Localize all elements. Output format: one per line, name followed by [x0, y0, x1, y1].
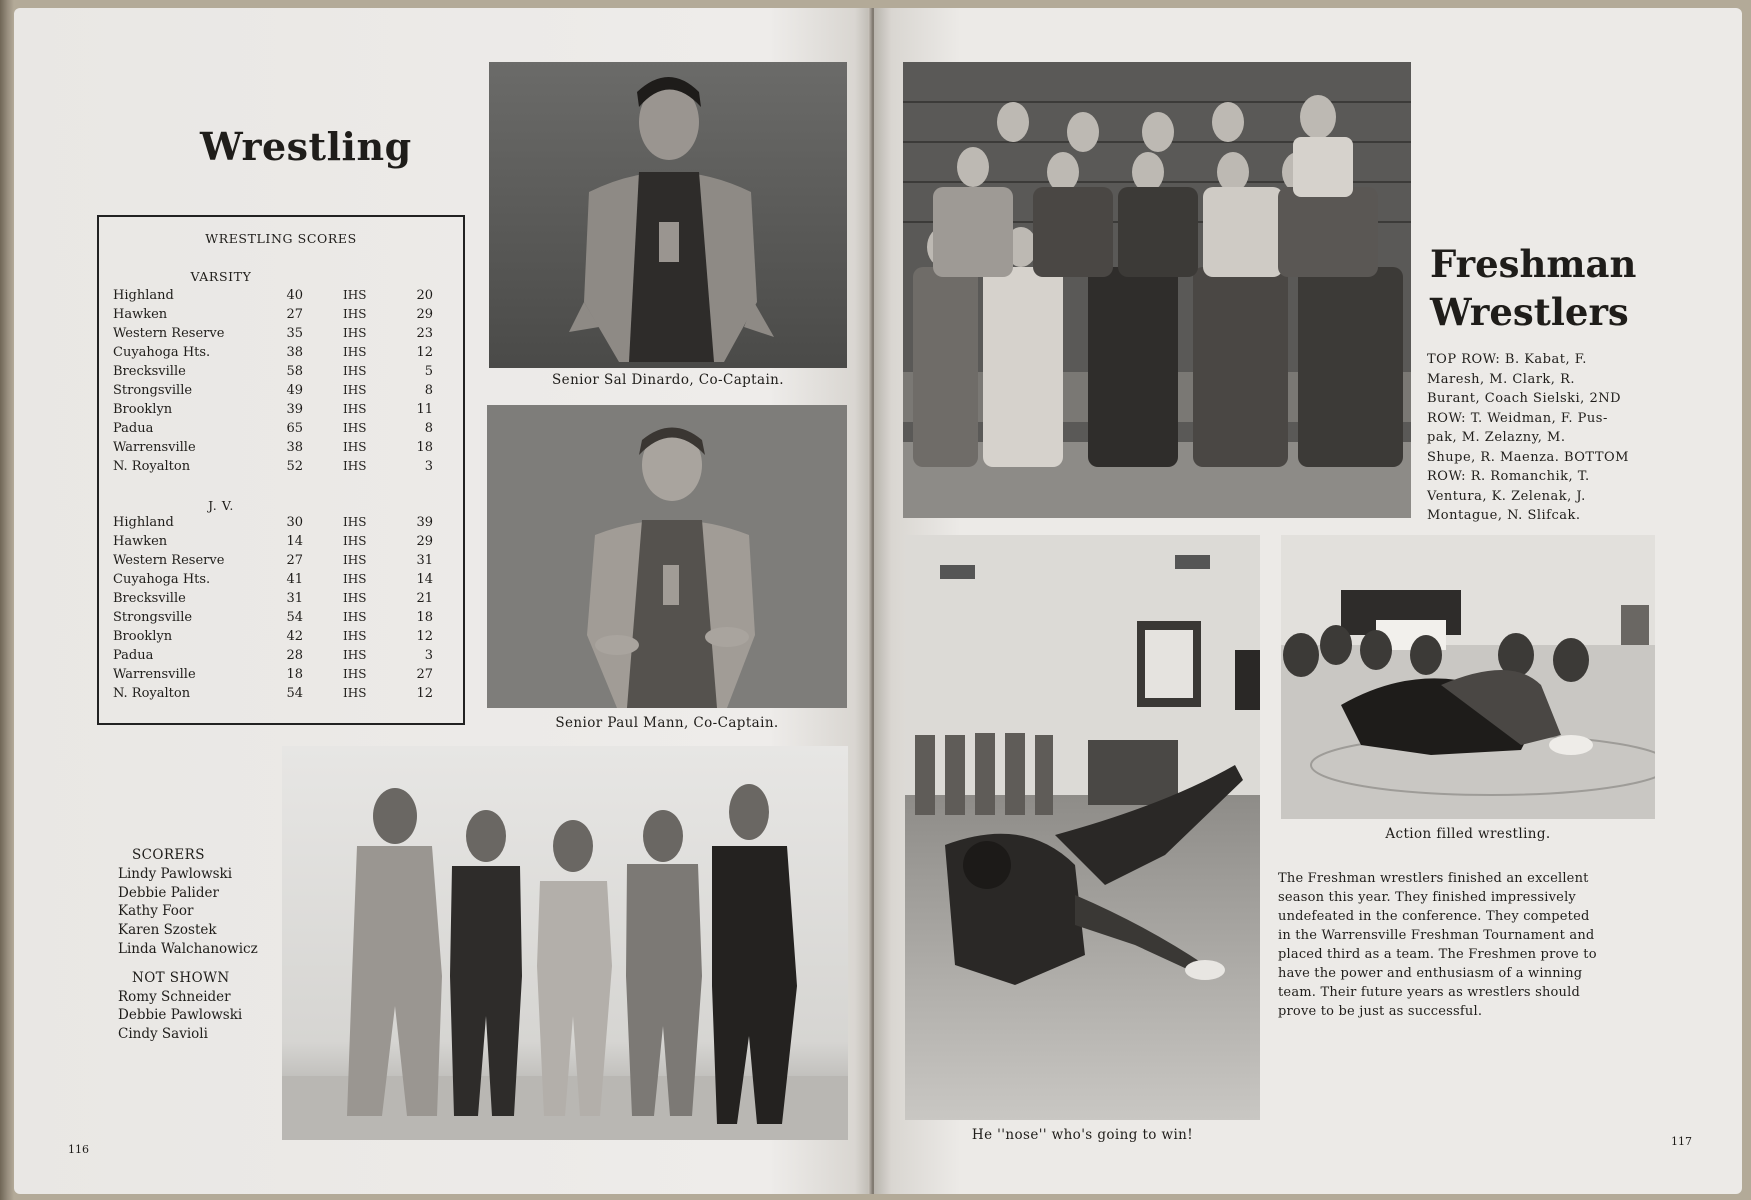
opponent-score: 18 [286, 667, 303, 682]
scorer-name: Lindy Pawlowski [118, 865, 233, 882]
names-line: TOP ROW: B. Kabat, F. [1427, 352, 1587, 367]
ihs-label: IHS [343, 307, 367, 321]
ihs-score: 31 [416, 553, 433, 568]
ihs-score: 21 [416, 591, 433, 606]
not-shown-name: Debbie Pawlowski [118, 1007, 243, 1024]
paragraph-line: have the power and enthusiasm of a winning [1278, 966, 1583, 981]
names-line: Maresh, M. Clark, R. [1427, 371, 1575, 387]
ihs-label: IHS [343, 345, 367, 359]
page-title-wrestling: Wrestling [200, 124, 412, 169]
team-name: Western Reserve [113, 326, 225, 341]
score-row [113, 345, 453, 364]
ihs-label: IHS [343, 534, 367, 548]
team-name: Western Reserve [113, 553, 225, 568]
opponent-score: 31 [286, 591, 303, 606]
opponent-score: 35 [286, 326, 303, 341]
ihs-score: 5 [424, 364, 433, 379]
opponent-score: 42 [286, 629, 303, 644]
score-row [113, 553, 453, 572]
page-title-freshman-wrestlers [1430, 240, 1636, 336]
ihs-score: 12 [416, 629, 433, 644]
team-name: Hawken [113, 534, 168, 549]
opponent-score: 27 [286, 307, 303, 322]
opponent-score: 65 [286, 421, 303, 436]
score-row [113, 534, 453, 553]
team-name: Brooklyn [113, 402, 173, 417]
ihs-score: 29 [416, 534, 433, 549]
names-line: pak, M. Zelazny, M. [1427, 430, 1566, 445]
score-row [113, 591, 453, 610]
score-row [113, 572, 453, 591]
paragraph-line: season this year. They finished impressively [1278, 890, 1576, 905]
photo-action-wrestling [1281, 535, 1655, 819]
scorer-name: Linda Walchanowicz [118, 940, 258, 957]
team-name: Brecksville [113, 364, 186, 379]
ihs-score: 20 [416, 288, 433, 303]
ihs-label: IHS [343, 629, 367, 643]
opponent-score: 28 [286, 648, 303, 663]
ihs-score: 39 [416, 515, 433, 530]
scorers-heading: SCORERS [132, 847, 205, 863]
photo-paul-mann [487, 405, 847, 708]
ihs-score: 3 [424, 648, 433, 663]
wrestling-scores-table [97, 215, 465, 725]
ihs-score: 12 [416, 686, 433, 701]
scorer-name: Kathy Foor [118, 903, 194, 920]
page-number-left: 116 [68, 1143, 89, 1156]
ihs-label: IHS [343, 553, 367, 567]
page-number-right: 117 [1671, 1135, 1692, 1148]
paragraph-line: in the Warrensville Freshman Tournament and [1278, 928, 1595, 943]
ihs-score: 3 [424, 459, 433, 474]
names-line: Montague, N. Slifcak. [1427, 508, 1581, 523]
score-row [113, 421, 453, 440]
score-row [113, 686, 453, 705]
names-line: Burant, Coach Sielski, 2ND [1427, 391, 1622, 406]
ihs-label: IHS [343, 515, 367, 529]
ihs-label: IHS [343, 459, 367, 473]
team-name: Highland [113, 288, 174, 303]
ihs-label: IHS [343, 591, 367, 605]
ihs-label: IHS [343, 383, 367, 397]
score-row [113, 288, 453, 307]
ihs-score: 23 [416, 326, 433, 341]
opponent-score: 52 [286, 459, 303, 474]
paragraph-line: undefeated in the conference. They competed [1278, 909, 1590, 924]
paragraph-line: team. Their future years as wrestlers should [1278, 985, 1581, 1000]
ihs-score: 8 [424, 383, 433, 398]
ihs-score: 11 [416, 402, 433, 417]
team-name: Brecksville [113, 591, 186, 606]
team-name: Cuyahoga Hts. [113, 572, 211, 587]
freshman-paragraph [1278, 869, 1628, 1021]
ihs-score: 14 [416, 572, 433, 587]
opponent-score: 38 [286, 440, 303, 455]
caption-nose: He ''nose'' who's going to win! [971, 1127, 1194, 1143]
ihs-label: IHS [343, 610, 367, 624]
ihs-label: IHS [343, 440, 367, 454]
score-row [113, 383, 453, 402]
scores-heading: WRESTLING SCORES [205, 231, 357, 246]
score-row [113, 648, 453, 667]
ihs-label: IHS [343, 421, 367, 435]
opponent-score: 54 [286, 686, 303, 701]
score-row [113, 440, 453, 459]
paragraph-line: placed third as a team. The Freshmen prove to [1278, 947, 1597, 962]
opponent-score: 41 [286, 572, 303, 587]
team-name: Brooklyn [113, 629, 173, 644]
team-name: N. Royalton [113, 686, 191, 701]
ihs-score: 12 [416, 345, 433, 360]
scorer-name: Karen Szostek [118, 922, 217, 939]
title-line-1: Freshman [1430, 242, 1637, 286]
photo-freshman-team [903, 62, 1411, 518]
team-name: Highland [113, 515, 174, 530]
score-row [113, 459, 453, 478]
jv-heading: J. V. [208, 498, 234, 513]
score-row [113, 402, 453, 421]
opponent-score: 58 [286, 364, 303, 379]
paragraph-line: prove to be just as successful. [1278, 1004, 1483, 1019]
not-shown-heading: NOT SHOWN [132, 969, 230, 986]
caption-mann: Senior Paul Mann, Co-Captain. [555, 715, 779, 731]
paragraph-line: The Freshman wrestlers finished an excellent [1278, 871, 1589, 886]
photo-nose-match [905, 535, 1260, 1120]
opponent-score: 27 [286, 553, 303, 568]
score-row [113, 515, 453, 534]
opponent-score: 54 [286, 610, 303, 625]
ihs-label: IHS [343, 364, 367, 378]
varsity-heading: VARSITY [190, 269, 252, 284]
score-row [113, 629, 453, 648]
team-name: Strongsville [113, 610, 193, 625]
opponent-score: 39 [286, 402, 303, 417]
team-name: N. Royalton [113, 459, 191, 474]
ihs-score: 29 [416, 307, 433, 322]
not-shown-name: Cindy Savioli [118, 1026, 208, 1043]
photo-sal-dinardo [489, 62, 847, 368]
team-name: Warrensville [113, 667, 196, 682]
ihs-label: IHS [343, 572, 367, 586]
team-name: Padua [113, 421, 154, 436]
score-row [113, 667, 453, 686]
opponent-score: 40 [286, 288, 303, 303]
caption-action: Action filled wrestling. [1385, 826, 1551, 842]
ihs-label: IHS [343, 402, 367, 416]
ihs-label: IHS [343, 667, 367, 681]
score-row [113, 610, 453, 629]
team-name: Hawken [113, 307, 168, 322]
ihs-score: 18 [416, 440, 433, 455]
not-shown-name: Romy Schneider [118, 988, 231, 1005]
opponent-score: 14 [286, 534, 303, 549]
opponent-score: 30 [286, 515, 303, 530]
names-line: ROW: R. Romanchik, T. [1427, 469, 1590, 484]
scorers-list [118, 846, 258, 1044]
ihs-score: 8 [424, 421, 433, 436]
score-row [113, 307, 453, 326]
freshman-names-caption [1427, 350, 1642, 526]
ihs-label: IHS [343, 648, 367, 662]
title-line-2: Wrestlers [1430, 290, 1629, 334]
team-name: Strongsville [113, 383, 193, 398]
caption-dinardo: Senior Sal Dinardo, Co-Captain. [552, 372, 784, 388]
names-line: Ventura, K. Zelenak, J. [1427, 488, 1586, 504]
photo-scorers-group [282, 746, 848, 1140]
ihs-score: 27 [416, 667, 433, 682]
names-line: ROW: T. Weidman, F. Pus- [1427, 410, 1608, 426]
scorer-name: Debbie Palider [118, 884, 219, 901]
team-name: Warrensville [113, 440, 196, 455]
ihs-score: 18 [416, 610, 433, 625]
names-line: Shupe, R. Maenza. BOTTOM [1427, 449, 1629, 465]
opponent-score: 38 [286, 345, 303, 360]
opponent-score: 49 [286, 383, 303, 398]
team-name: Cuyahoga Hts. [113, 345, 211, 360]
team-name: Padua [113, 648, 154, 663]
score-row [113, 326, 453, 345]
ihs-label: IHS [343, 686, 367, 700]
ihs-label: IHS [343, 288, 367, 302]
score-row [113, 364, 453, 383]
ihs-label: IHS [343, 326, 367, 340]
